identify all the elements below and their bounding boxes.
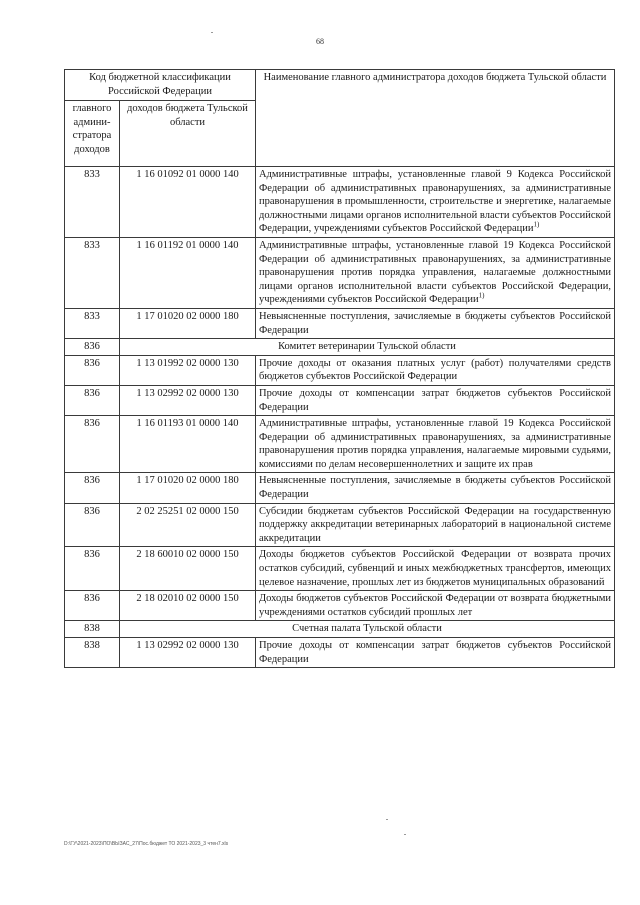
revenue-name-cell xyxy=(256,308,615,338)
header-budget-classification-code: Код бюджетной классификации Российской Федерации xyxy=(65,70,256,101)
revenue-name-cell xyxy=(256,237,615,308)
revenue-name-cell xyxy=(256,385,615,415)
revenue-name-text: Прочие доходы от компенсации затрат бюджетов субъектов Российской Федерации xyxy=(259,640,611,665)
table-body xyxy=(65,70,615,668)
scan-artifact xyxy=(386,819,388,820)
revenue-name-text: Административные штрафы, установленные главой 19 Кодекса Российской Федерации об административных правонарушениях, за административные правонарушения против порядка управления, налагаемые должностными лицами органов исполнительной власти субъектов Российской Федерации, учреждениями субъектов Российской Федерации xyxy=(259,239,611,306)
page-number: 68 xyxy=(316,37,324,46)
revenue-name-cell xyxy=(256,167,615,238)
table-row xyxy=(65,385,615,415)
revenue-name-cell xyxy=(256,547,615,591)
administrator-code-cell: 838 xyxy=(65,621,120,638)
footnote-marker: 1) xyxy=(533,220,540,229)
classification-code-cell: 1 13 02992 02 0000 130 xyxy=(120,638,256,668)
administrator-code-cell: 836 xyxy=(65,339,120,356)
administrator-code-cell: 833 xyxy=(65,237,120,308)
classification-code-cell: 2 02 25251 02 0000 150 xyxy=(120,503,256,547)
revenue-name-text: Административные штрафы, установленные главой 19 Кодекса Российской Федерации об административных правонарушениях, за административные правонарушения против порядка управления, налагаемые мировыми судьями, комиссиями по делам несовершеннолетних и защите их прав xyxy=(259,418,611,470)
revenue-name-text: Субсидии бюджетам субъектов Российской Федерации на государственную поддержку аккредитации ветеринарных лабораторий в национальной системе аккредитации xyxy=(259,505,611,544)
revenue-name-cell xyxy=(256,473,615,503)
revenue-name-text: Невыясненные поступления, зачисляемые в бюджеты субъектов Российской Федерации xyxy=(259,310,611,336)
revenue-administrators-table xyxy=(64,69,615,668)
classification-code-cell: 2 18 60010 02 0000 150 xyxy=(120,547,256,591)
classification-code-cell: 1 16 01192 01 0000 140 xyxy=(120,237,256,308)
revenue-name-cell xyxy=(256,638,615,668)
table-row xyxy=(65,638,615,668)
classification-code-cell: 1 17 01020 02 0000 180 xyxy=(120,473,256,503)
table-row xyxy=(65,416,615,473)
scan-artifact xyxy=(404,834,406,835)
revenue-name-cell xyxy=(256,591,615,621)
header-main-administrator: главного админи-стратора доходов xyxy=(65,101,120,167)
administrator-section-title: Счетная палата Тульской области xyxy=(120,621,615,638)
administrator-code-cell: 836 xyxy=(65,416,120,473)
table-row xyxy=(65,308,615,338)
table-row xyxy=(65,355,615,385)
table-row xyxy=(65,237,615,308)
table-row xyxy=(65,503,615,547)
administrator-section-title: Комитет ветеринарии Тульской области xyxy=(120,339,615,356)
classification-code-cell: 1 13 02992 02 0000 130 xyxy=(120,385,256,415)
revenue-name-text: Административные штрафы, установленные главой 9 Кодекса Российской Федерации об административных правонарушениях, за административные правонарушения в промышленности, строительстве и энергетике, налагаемые должностными лицами органов исполнительной власти субъектов Российской Федерации, учреждениями субъектов Российской Федерации xyxy=(259,169,611,235)
administrator-code-cell: 838 xyxy=(65,638,120,668)
revenue-name-text: Доходы бюджетов субъектов Российской Федерации от возврата прочих остатков субсидий, субвенций и иных межбюджетных трансфертов, имеющих целевое назначение, прошлых лет из бюджетов муниципальных образований xyxy=(259,549,611,588)
header-administrator-name: Наименование главного администратора доходов бюджета Тульской области xyxy=(256,70,615,167)
revenue-name-cell xyxy=(256,416,615,473)
administrator-code-cell: 836 xyxy=(65,547,120,591)
classification-code-cell: 1 13 01992 02 0000 130 xyxy=(120,355,256,385)
revenue-name-text: Доходы бюджетов субъектов Российской Федерации от возврата бюджетными учреждениями остатков субсидий прошлых лет xyxy=(259,593,611,618)
footer-file-path: D:\ГУ\2021-2023\ПО\ВЫЗАС_27\Пос.бюджет ТО 2021-2023_3 чтен7.xls xyxy=(64,841,229,847)
revenue-name-text: Прочие доходы от компенсации затрат бюджетов субъектов Российской Федерации xyxy=(259,387,611,413)
administrator-code-cell: 836 xyxy=(65,473,120,503)
section-row xyxy=(65,621,615,638)
administrator-code-cell: 836 xyxy=(65,591,120,621)
table-row xyxy=(65,547,615,591)
classification-code-cell: 1 17 01020 02 0000 180 xyxy=(120,308,256,338)
section-row xyxy=(65,339,615,356)
administrator-code-cell: 833 xyxy=(65,308,120,338)
revenue-name-text: Прочие доходы от оказания платных услуг (работ) получателями средств бюджетов субъектов Российской Федерации xyxy=(259,357,611,383)
footnote-marker: 1) xyxy=(478,291,485,300)
revenue-name-text: Невыясненные поступления, зачисляемые в бюджеты субъектов Российской Федерации xyxy=(259,475,611,501)
classification-code-cell: 2 18 02010 02 0000 150 xyxy=(120,591,256,621)
header-regional-budget-income: доходов бюджета Тульской области xyxy=(120,101,256,167)
administrator-code-cell: 833 xyxy=(65,167,120,238)
table-header-row xyxy=(65,70,615,101)
table-row xyxy=(65,473,615,503)
table-row xyxy=(65,591,615,621)
classification-code-cell: 1 16 01092 01 0000 140 xyxy=(120,167,256,238)
scan-artifact xyxy=(211,32,213,33)
administrator-code-cell: 836 xyxy=(65,503,120,547)
classification-code-cell: 1 16 01193 01 0000 140 xyxy=(120,416,256,473)
revenue-name-cell xyxy=(256,503,615,547)
administrator-code-cell: 836 xyxy=(65,385,120,415)
revenue-name-cell xyxy=(256,355,615,385)
table-row xyxy=(65,167,615,238)
administrator-code-cell: 836 xyxy=(65,355,120,385)
